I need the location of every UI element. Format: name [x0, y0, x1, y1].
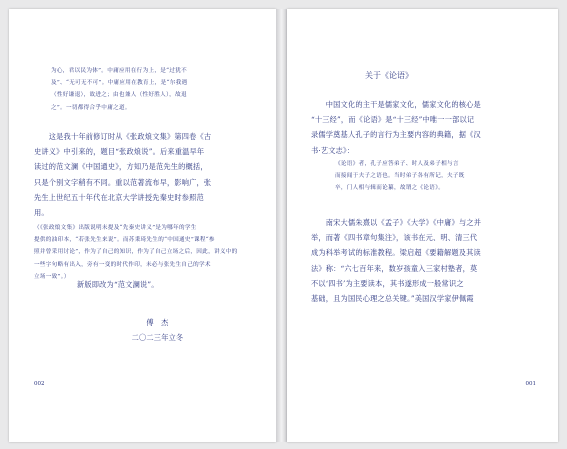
left-note-line: 提供的油印本，“若张先生来说”。而苏秉琦先生的“中国通史”课程“参: [34, 237, 215, 244]
left-quote-block: [51, 65, 261, 114]
right-body-line: 中国文化的主干是儒家文化，儒家文化的核心是: [311, 100, 481, 109]
right-quote-line: 卒，门人相与辑而论纂，故谓之《论语》。: [335, 185, 445, 192]
signature: [9, 315, 276, 330]
chapter-title: 关于《论语》: [365, 71, 413, 80]
left-quote-line: 为心，君以民为体”。中庸应用在行为上，是“过犹不: [51, 68, 187, 74]
left-note-line: （《张政烺文集》出版说明未提及“先秦史讲义”是为哪年的学生: [34, 225, 197, 231]
right-body-paragraph: [311, 97, 549, 158]
left-body-line: 这是我十年前修订时从《张政烺文集》第四卷《古: [34, 132, 212, 141]
right-page-number: 001: [525, 381, 536, 387]
left-page-number: 002: [34, 381, 45, 387]
left-body-tail-text: 新版即改为“范文澜说”。: [77, 280, 159, 289]
right-quote-line: 《论语》者，孔子应答弟子、时人及弟子相与言: [335, 161, 459, 167]
left-body-line: 只是个别文字稍有不同。重以范著流布早，影响广，张: [34, 177, 212, 187]
signature-text: 傅 杰: [146, 318, 169, 327]
left-page: [9, 9, 276, 442]
right-body-paragraph-2: [311, 215, 549, 306]
left-note-line: 照并曾采用讨论”，作为了自己的知识，作为了自己立场之后，因此，讲义中的: [34, 249, 238, 256]
left-note-line: 一些字句略有出入，旁有一变的时代作印，未必与张先生自己的学术: [34, 261, 211, 268]
left-body-line: 读过的范文澜《中国通史》，方知乃是范先生的概括，: [34, 162, 208, 172]
right-quote-block: [335, 158, 549, 195]
right-body-line: 成为科举考试的标准教程。梁启超《要籍解题及其读: [311, 248, 481, 258]
left-body-line: 史讲义》中引来的，题目“张政烺说”。后来重温早年: [34, 147, 205, 157]
left-body-line: 先生上世纪五十年代在北京大学讲授先秦史时参照范: [34, 192, 204, 202]
left-body-tail: [77, 277, 159, 292]
left-note-block: [34, 222, 268, 283]
right-page: [287, 9, 558, 442]
right-body-line: 举，而著《四书章句集注》，该书在元、明、清三代: [311, 233, 478, 243]
right-body-line: 不以‘四书’为主要读本，其书遂形成一般常识之: [311, 278, 464, 288]
right-body-line: 录儒学奠基人孔子的言行为主要内容的典籍，据《汉: [311, 130, 481, 140]
right-body-line: “十三经”，而《论语》是“十三经”中唯一一部以记: [311, 115, 475, 125]
left-quote-line: 及”、“无可无不可”。中庸应用在教育上，是“尔我遇: [51, 80, 188, 87]
right-quote-line: 而接闻于夫子之语也。当时弟子各有所记，夫子既: [335, 173, 465, 180]
left-quote-line: （性好谦退），故进之；由也兼人（性好胜人），故退: [51, 92, 187, 99]
right-body-line: 南宋大儒朱熹以《孟子》《大学》《中庸》与之并: [311, 218, 482, 227]
signature-date: [9, 330, 276, 345]
book-gutter: [276, 9, 287, 442]
signature-date-text: 二〇二三年立冬: [131, 333, 184, 342]
left-body-paragraph: [34, 129, 266, 220]
left-body-line: 用。: [34, 208, 49, 218]
right-body-line: 基础，且为国民心理之总关键。”美国汉学家伊佩霞: [311, 294, 474, 304]
right-body-line: 书·艺文志》：: [311, 145, 355, 155]
left-quote-line: 之”。一切都得合乎中庸之道。: [51, 104, 131, 111]
right-body-line: 法》称：“六七百年来，数岁孩童入三家村塾者，莫: [311, 263, 478, 273]
left-note-line: 立场一致”。）: [34, 273, 70, 280]
